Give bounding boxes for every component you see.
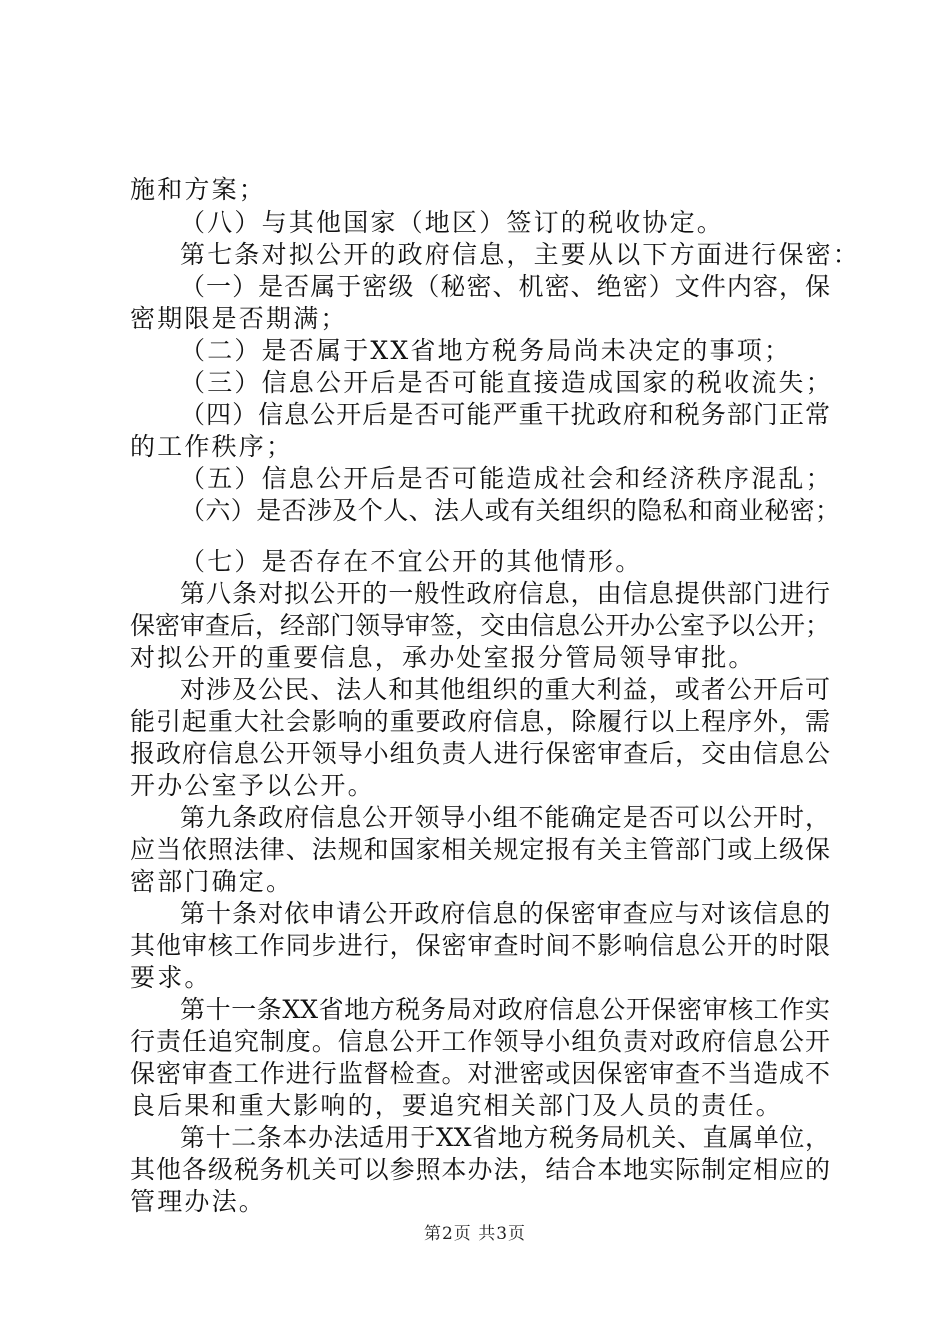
text-line: （六）是否涉及个人、法人或有关组织的隐私和商业秘密； xyxy=(180,496,840,525)
text-line: 第八条对拟公开的一般性政府信息，由信息提供部门进行 xyxy=(180,579,830,608)
text-line: 密期限是否期满； xyxy=(130,304,348,333)
text-line: 行责任追究制度。信息公开工作领导小组负责对政府信息公开 xyxy=(130,1027,830,1056)
text-line: 第九条政府信息公开领导小组不能确定是否可以公开时， xyxy=(180,803,830,832)
text-line: 其他各级税务机关可以参照本办法，结合本地实际制定相应的 xyxy=(130,1155,830,1184)
text-line: 良后果和重大影响的，要追究相关部门及人员的责任。 xyxy=(130,1091,783,1120)
text-line: 第十二条本办法适用于XX省地方税务局机关、直属单位， xyxy=(180,1123,830,1152)
page-number-footer: 第2页 共3页 xyxy=(423,1224,527,1244)
text-line: 管理办法。 xyxy=(130,1187,267,1216)
text-line: 对拟公开的重要信息，承办处室报分管局领导审批。 xyxy=(130,643,756,672)
text-line: （五）信息公开后是否可能造成社会和经济秩序混乱； xyxy=(180,464,833,493)
text-line: 保密审查后，经部门领导审签，交由信息公开办公室予以公开； xyxy=(130,611,831,640)
text-line: 应当依照法律、法规和国家相关规定报有关主管部门或上级保 xyxy=(130,835,830,864)
text-line: （一）是否属于密级（秘密、机密、绝密）文件内容，保 xyxy=(180,272,830,301)
text-line: 报政府信息公开领导小组负责人进行保密审查后，交由信息公 xyxy=(130,739,830,768)
text-line: （四）信息公开后是否可能严重干扰政府和税务部门正常 xyxy=(180,400,830,429)
text-line: 要求。 xyxy=(130,963,212,992)
text-line: 密部门确定。 xyxy=(130,867,294,896)
text-line: （八）与其他国家（地区）签订的税收协定。 xyxy=(180,208,725,237)
text-line: 保密审查工作进行监督检查。对泄密或因保密审查不当造成不 xyxy=(130,1059,830,1088)
text-line: （七）是否存在不宜公开的其他情形。 xyxy=(180,547,643,576)
text-line: 第十条对依申请公开政府信息的保密审查应与对该信息的 xyxy=(180,899,830,928)
text-line: 对涉及公民、法人和其他组织的重大利益，或者公开后可 xyxy=(180,675,830,704)
text-line: 其他审核工作同步进行，保密审查时间不影响信息公开的时限 xyxy=(130,931,830,960)
text-line: 开办公室予以公开。 xyxy=(130,771,375,800)
text-line: （二）是否属于XX省地方税务局尚未决定的事项； xyxy=(180,336,792,365)
text-line: 能引起重大社会影响的重要政府信息，除履行以上程序外，需 xyxy=(130,707,830,736)
text-line: （三）信息公开后是否可能直接造成国家的税收流失； xyxy=(180,368,833,397)
text-line: 施和方案； xyxy=(130,175,267,204)
text-line: 第十一条XX省地方税务局对政府信息公开保密审核工作实 xyxy=(180,995,830,1024)
text-line: 第七条对拟公开的政府信息，主要从以下方面进行保密： xyxy=(180,240,861,269)
text-line: 的工作秩序； xyxy=(130,432,294,461)
